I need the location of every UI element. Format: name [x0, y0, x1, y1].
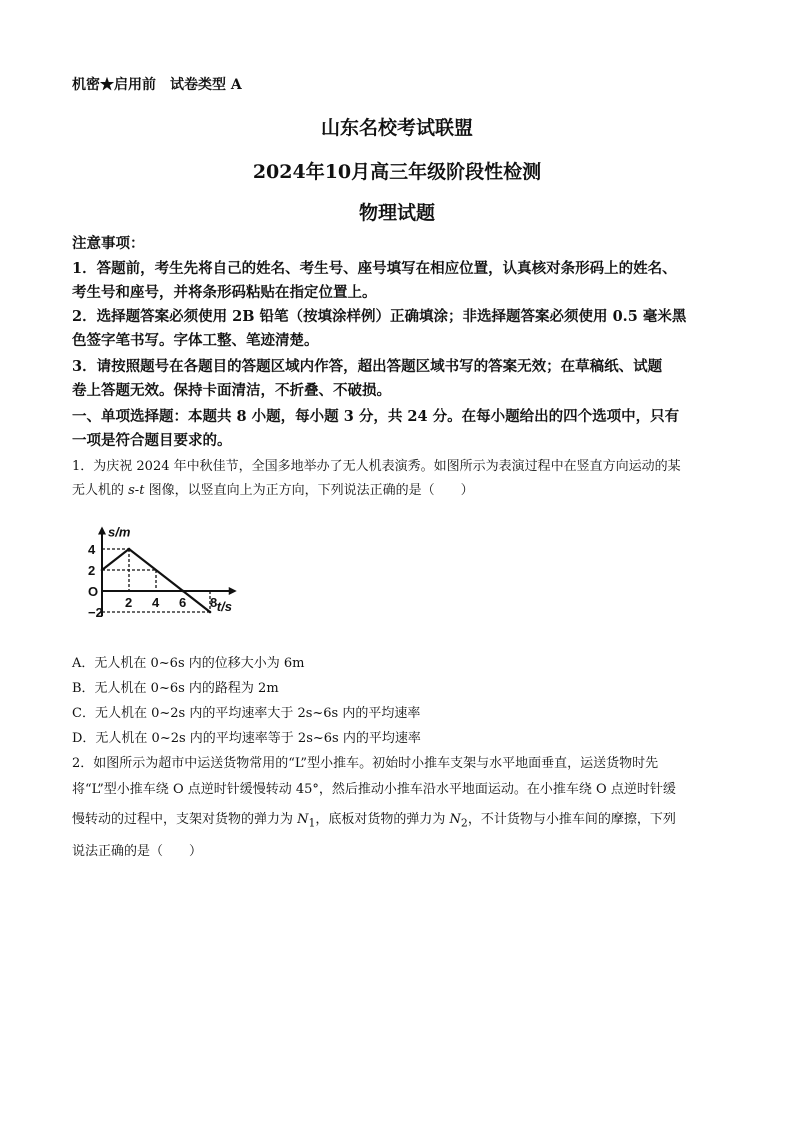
- q1-option-c: C．无人机在 0~2s 内的平均速率大于 2s~6s 内的平均速率: [72, 706, 421, 721]
- q1-st-var: s-t: [128, 483, 145, 498]
- y-tick-label-0: 4: [88, 542, 96, 557]
- y-axis-arrow: [98, 527, 106, 535]
- section-1-line-1: 一、单项选择题：本题共 8 小题，每小题 3 分，共 24 分。在每小题给出的四个选项中，只有: [72, 408, 680, 425]
- q1-line-2: [72, 479, 732, 503]
- x-axis-label: t/s: [216, 599, 232, 614]
- q1-line-2-b: 图像，以竖直向上为正方向，下列说法正确的是（ ）: [144, 483, 474, 498]
- data-point-3: [209, 611, 212, 614]
- q1-option-a: A．无人机在 0~6s 内的位移大小为 6m: [72, 656, 305, 671]
- q2-line-2: 将“L”型小推车绕 O 点逆时针缓慢转动 45°，然后推动小推车沿水平地面运动。在小推车绕 O 点逆时针缓: [72, 782, 676, 797]
- notes-heading: 注意事项：: [72, 235, 145, 252]
- st-graph: [80, 505, 260, 635]
- exam-union-title: 山东名校考试联盟: [320, 117, 473, 139]
- x-tick-label-2: 6: [179, 595, 187, 610]
- note-3-line-1: 3．请按照题号在各题目的答题区域内作答，超出答题区域书写的答案无效；在草稿纸、试题: [72, 358, 663, 375]
- y-tick-label-2: O: [88, 584, 99, 599]
- x-axis-arrow: [229, 587, 237, 595]
- data-point-0: [101, 569, 104, 572]
- n2-symbol: N: [449, 812, 461, 827]
- n2-subscript: 2: [460, 816, 468, 830]
- q2-line-4: 说法正确的是（ ）: [72, 844, 203, 859]
- y-tick-label-3: −2: [88, 605, 103, 620]
- note-2-line-2: 色签字笔书写。字体工整、笔迹清楚。: [72, 332, 319, 349]
- x-tick-label-0: 2: [125, 595, 133, 610]
- y-tick-label-1: 2: [88, 563, 96, 578]
- note-1-line-2: 考生号和座号，并将条形码粘贴在指定位置上。: [72, 284, 377, 301]
- note-2-line-1: 2．选择题答案必须使用 2B 铅笔（按填涂样例）正确填涂；非选择题答案必须使用 0.5 毫米黑: [72, 308, 687, 325]
- exam-date-title: 2024年10月高三年级阶段性检测: [252, 161, 542, 183]
- q1-option-d: D．无人机在 0~2s 内的平均速率等于 2s~6s 内的平均速率: [72, 731, 421, 746]
- data-point-2: [182, 590, 185, 593]
- note-1-line-1: 1．答题前，考生先将自己的姓名、考生号、座号填写在相应位置，认真核对条形码上的姓名、: [72, 260, 677, 277]
- q1-option-b: B．无人机在 0~6s 内的路程为 2m: [72, 681, 279, 696]
- data-point-1: [128, 548, 131, 551]
- n1-symbol: N: [297, 812, 309, 827]
- x-tick-label-1: 4: [152, 595, 160, 610]
- n1-subscript: 1: [308, 816, 316, 830]
- q2-line-3-b: ，底板对货物的弹力为: [315, 812, 450, 827]
- note-3-line-2: 卷上答题无效。保持卡面清洁，不折叠、不破损。: [72, 382, 391, 399]
- q2-line-1: 2．如图所示为超市中运送货物常用的“L”型小推车。初始时小推车支架与水平地面垂直，运送货物时先: [72, 756, 659, 771]
- x-tick-label-3: 8: [210, 595, 218, 610]
- q1-line-1: 1．为庆祝 2024 年中秋佳节，全国多地举办了无人机表演秀。如图所示为表演过程中在竖直方向运动的某: [72, 459, 681, 474]
- y-axis-label: s/m: [108, 524, 131, 540]
- q2-line-3-c: ，不计货物与小推车间的摩擦，下列: [467, 812, 676, 827]
- confidential-label: 机密★启用前 试卷类型 A: [72, 77, 242, 93]
- subject-title: 物理试题: [358, 202, 435, 224]
- q1-line-2-a: 无人机的: [72, 483, 129, 498]
- q2-line-3: [72, 808, 732, 836]
- q2-line-3-a: 慢转动的过程中，支架对货物的弹力为: [72, 812, 298, 827]
- section-1-line-2: 一项是符合题目要求的。: [72, 432, 232, 449]
